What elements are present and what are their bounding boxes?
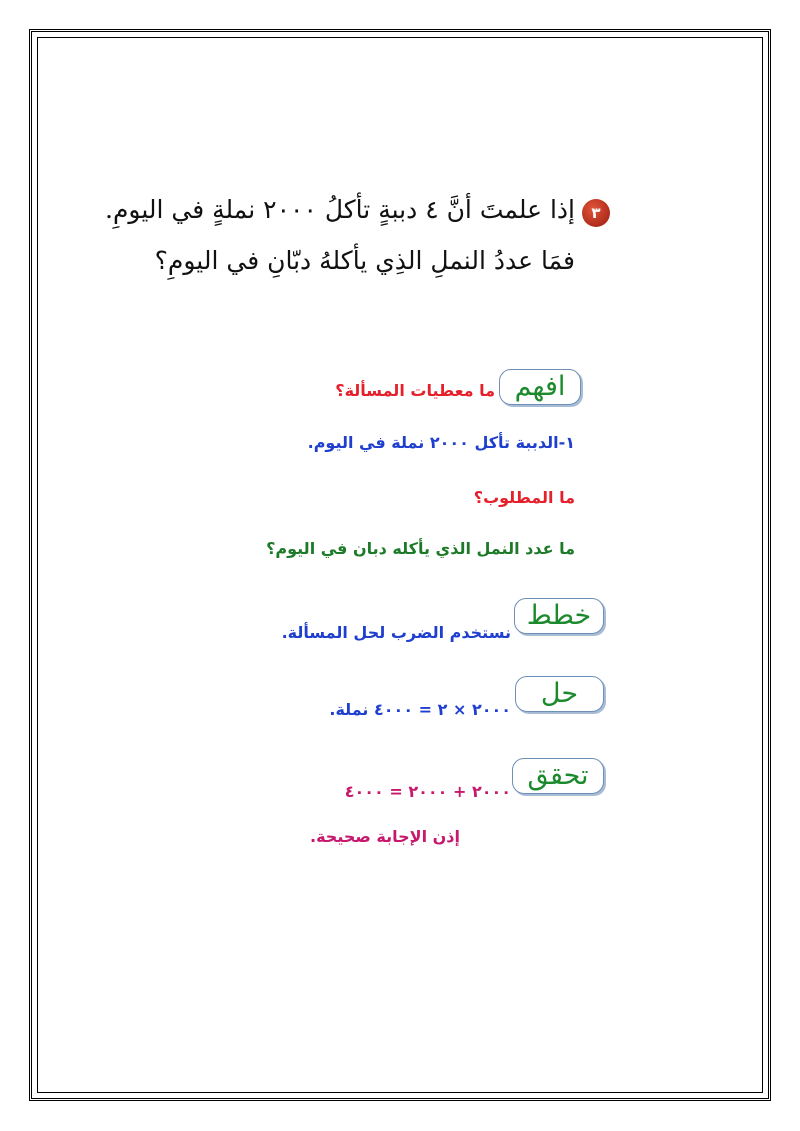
question-number-badge: ٣ [582, 199, 610, 227]
solve-tag: حل [515, 676, 604, 712]
givens-question: ما معطيات المسألة؟ [335, 381, 495, 400]
problem-line-2: فمَا عددُ النملِ الذِي يأكلهُ دبّانِ في اليومِ؟ [154, 246, 575, 275]
understand-tag: افهم [499, 369, 581, 405]
check-conclusion: إذن الإجابة صحيحة. [310, 827, 460, 846]
check-tag: تحقق [512, 758, 604, 794]
plan-text: نستخدم الضرب لحل المسألة. [281, 623, 511, 642]
check-text: ٢٠٠٠ + ٢٠٠٠ = ٤٠٠٠ [344, 782, 511, 801]
given-1: ١-الدببة تأكل ٢٠٠٠ نملة في اليوم. [307, 433, 575, 452]
problem-line-1: إذا علمتَ أنَّ ٤ دببةٍ تأكلُ ٢٠٠٠ نملةٍ في اليومِ. [105, 195, 575, 224]
plan-tag: خطط [514, 598, 604, 634]
required-text: ما عدد النمل الذي يأكله دبان في اليوم؟ [266, 539, 575, 558]
solve-text: ٢٠٠٠ × ٢ = ٤٠٠٠ نملة. [329, 700, 511, 719]
required-question: ما المطلوب؟ [473, 488, 575, 507]
